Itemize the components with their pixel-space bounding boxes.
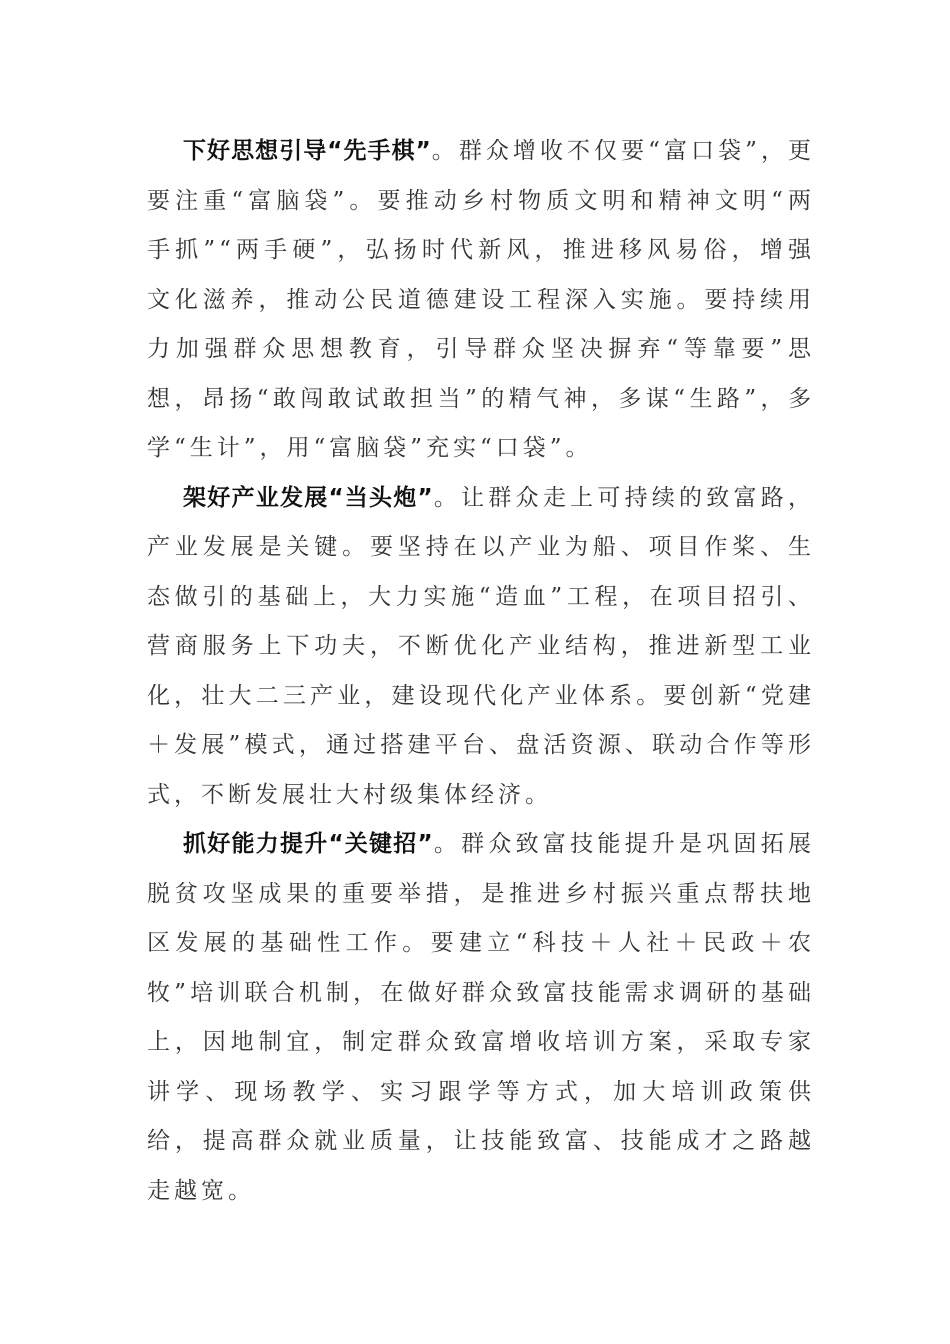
paragraph-industry-development <box>147 474 815 821</box>
paragraph-heading: 抓好能力提升“关键招” <box>183 831 434 857</box>
paragraph-text: 。群众增收不仅要“富口袋”，更要注重“富脑袋”。要推动乡村物质文明和精神文明“两手抓”“两手硬”，弘扬时代新风，推进移风易俗，增强文化滋养，推动公民道德建设工程深入实施。要持续用力加强群众思想教育，引导群众坚决摒弃“等靠要”思想，昂扬“敢闯敢试敢担当”的精气神，多谋“生路”，多学“生计”，用“富脑袋”充实“口袋”。 <box>147 138 815 461</box>
paragraph-text: 。让群众走上可持续的致富路，产业发展是关键。要坚持在以产业为船、项目作桨、生态做引的基础上，大力实施“造血”工程，在项目招引、营商服务上下功夫，不断优化产业结构，推进新型工业化，壮大二三产业，建设现代化产业体系。要创新“党建＋发展”模式，通过搭建平台、盘活资源、联动合作等形式，不断发展壮大村级集体经济。 <box>147 484 816 808</box>
paragraph-capacity-building <box>147 820 815 1216</box>
paragraph-text: 。群众致富技能提升是巩固拓展脱贫攻坚成果的重要举措，是推进乡村振兴重点帮扶地区发展的基础性工作。要建立“科技＋人社＋民政＋农牧”培训联合机制，在做好群众致富技能需求调研的基础上，因地制宜，制定群众致富增收培训方案，采取专家讲学、现场教学、实习跟学等方式，加大培训政策供给，提高群众就业质量，让技能致富、技能成才之路越走越宽。 <box>147 831 816 1204</box>
paragraph-heading: 架好产业发展“当头炮” <box>183 484 434 511</box>
document-body <box>147 127 815 1216</box>
paragraph-heading: 下好思想引导“先手棋” <box>183 138 432 164</box>
paragraph-thought-guidance <box>147 127 815 474</box>
